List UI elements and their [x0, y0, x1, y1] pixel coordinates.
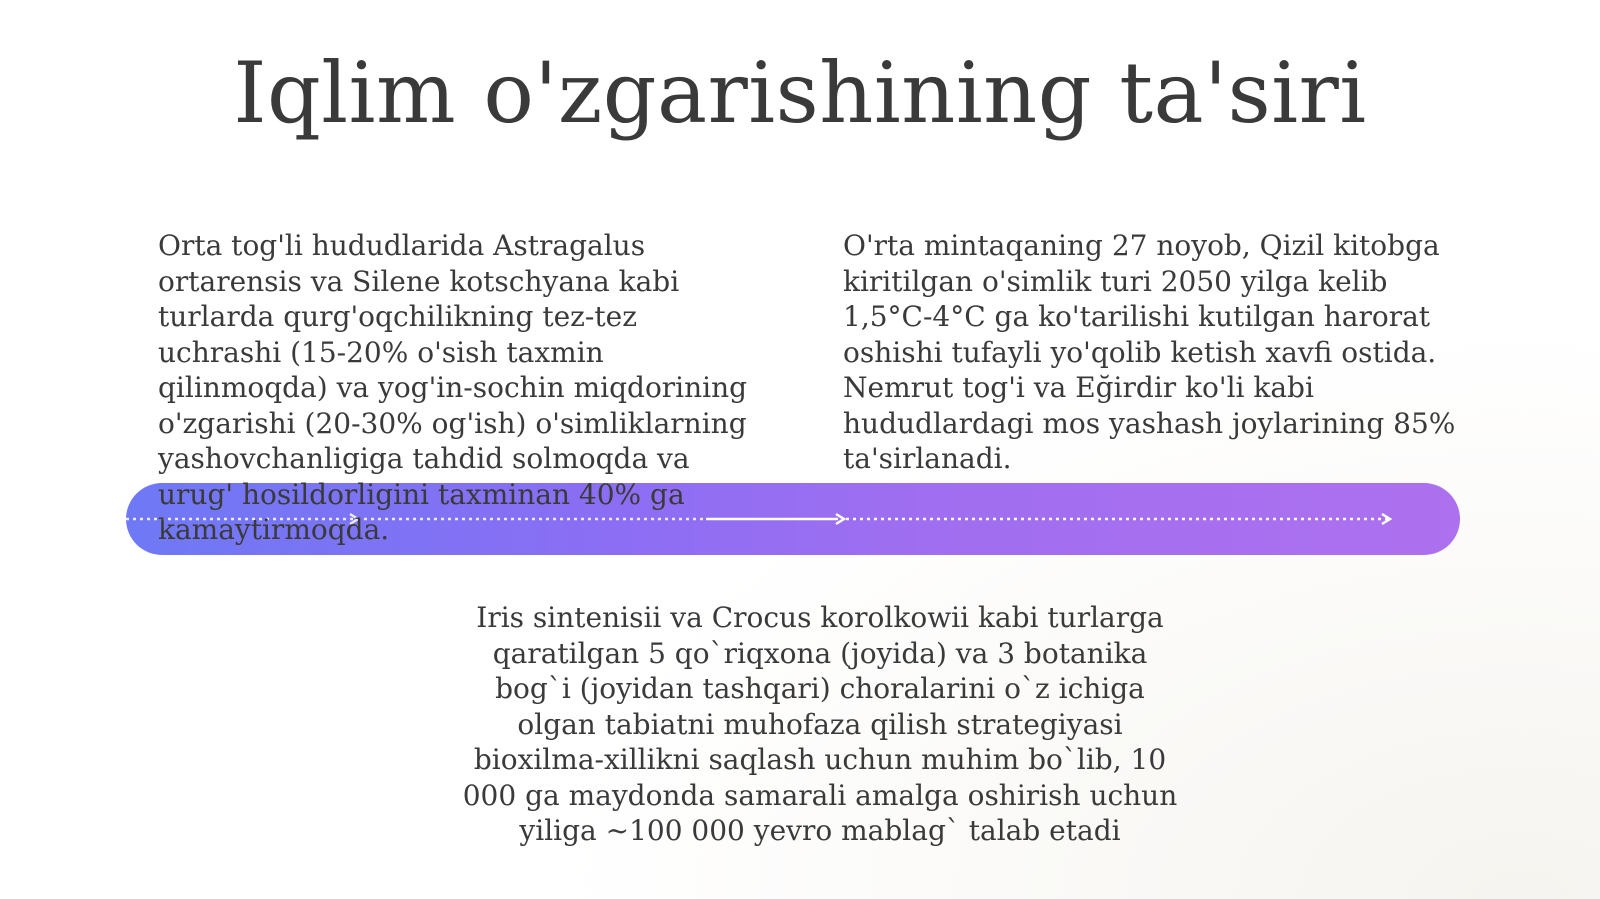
slide-title: Iqlim o'zgarishining ta'siri	[233, 44, 1367, 142]
right-paragraph: O'rta mintaqaning 27 noyob, Qizil kitobga kiritilgan o'simlik turi 2050 yilga kelib 1,5°C-4°C ga ko'tarilishi kutilgan harorat oshishi tufayli yo'qolib ketish xavfi ostida. Nemrut tog'i va Eğirdir ko'li kabi hududlardagi mos yashash joylarining 85% ta'sirlanadi.	[843, 229, 1456, 475]
left-paragraph: Orta tog'li hududlarida Astragalus ortarensis va Silene kotschyana kabi turlarda qurg'oqchilikning tez-tez uchrashi (15-20% o'sish taxmin qilinmoqda) va yog'in-sochin miqdorining o'zgarishi (20-30% og'ish) o'simliklarning yashovchanligiga tahdid solmoqda va urug' hosildorligini taxminan 40% ga kamaytirmoqda.	[158, 229, 748, 546]
bottom-paragraph: Iris sintenisii va Crocus korolkowii kabi turlarga qaratilgan 5 qo`riqxona (joyida) va 3 botanika bog`i (joyidan tashqari) choralarini o`z ichiga olgan tabiatni muhofaza qilish strategiyasi bioxilma-xillikni saqlash uchun muhim bo`lib, 10 000 ga maydonda samarali amalga oshirish uchun yiliga ~100 000 yevro mablag` talab etadi	[462, 601, 1178, 847]
